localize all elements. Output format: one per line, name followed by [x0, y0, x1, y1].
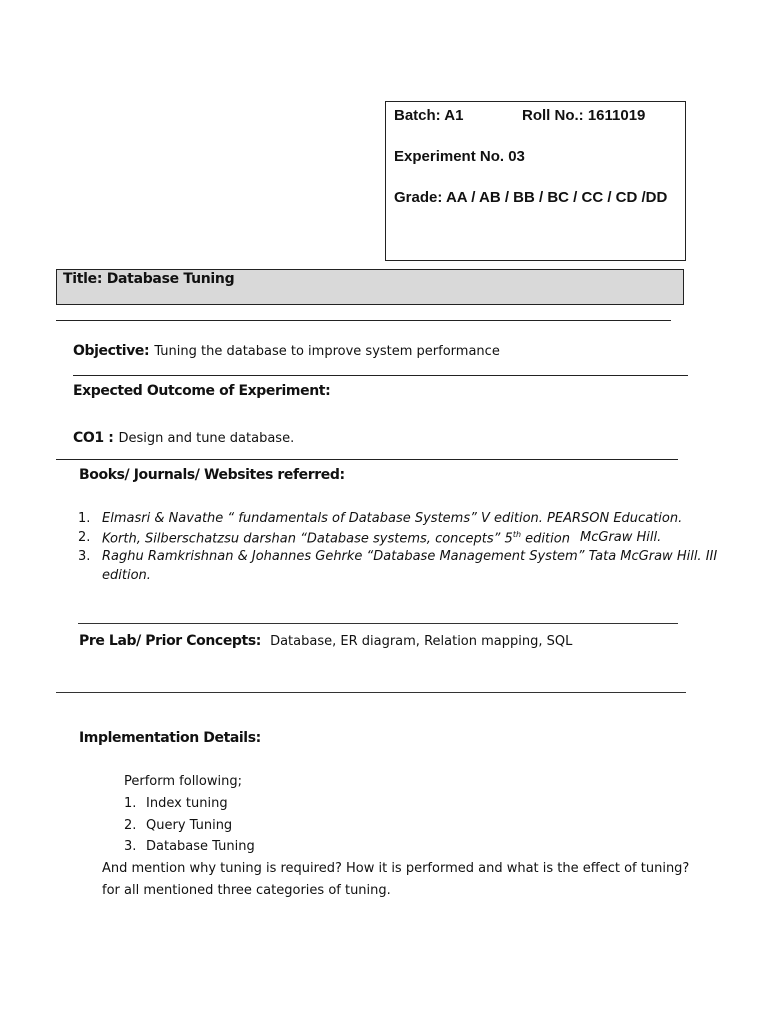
divider — [73, 375, 688, 376]
reference-text: Raghu Ramkrishnan & Johannes Gehrke “Database Management System” Tata McGraw Hill. III — [102, 549, 718, 564]
step-text: Index tuning — [146, 796, 228, 811]
divider — [56, 692, 686, 693]
divider — [56, 320, 671, 321]
objective-text: Tuning the database to improve system performance — [154, 344, 500, 359]
co1-text: Design and tune database. — [118, 431, 295, 446]
reference-text — [102, 530, 570, 546]
document-title: Title: Database Tuning — [63, 271, 235, 287]
objective-section — [73, 340, 500, 359]
superscript: th — [512, 530, 522, 539]
implementation-intro: Perform following; — [124, 774, 242, 789]
references-heading: Books/ Journals/ Websites referred: — [79, 467, 345, 483]
step-text: Database Tuning — [146, 839, 255, 854]
list-number: 1. — [124, 796, 137, 811]
list-number: 2. — [124, 818, 137, 833]
roll-number: Roll No.: 1611019 — [522, 107, 646, 124]
reference-text-cont: edition. — [102, 568, 151, 583]
reference-text-main: Korth, Silberschatzsu darshan “Database systems, concepts” 5 — [102, 531, 513, 547]
implementation-heading: Implementation Details: — [79, 730, 261, 746]
grade-options: Grade: AA / AB / BB / BC / CC / CD /DD — [394, 189, 668, 206]
reference-text: Elmasri & Navathe “ fundamentals of Database Systems” V edition. PEARSON Education. — [102, 511, 683, 526]
prelab-label: Pre Lab/ Prior Concepts: — [79, 633, 261, 649]
list-number: 3. — [124, 839, 137, 854]
implementation-note: And mention why tuning is required? How it is performed and what is the effect of tuning? — [102, 861, 690, 876]
step-text: Query Tuning — [146, 818, 233, 833]
title-box — [56, 269, 684, 305]
experiment-info-box — [385, 101, 686, 261]
batch-label: Batch: A1 — [394, 107, 464, 124]
prelab-text: Database, ER diagram, Relation mapping, SQL — [270, 634, 573, 649]
list-number: 3. — [78, 549, 91, 564]
list-number: 1. — [78, 511, 91, 526]
reference-publisher: McGraw Hill. — [580, 530, 662, 545]
reference-text-edition: edition — [521, 531, 570, 547]
expected-outcome-heading: Expected Outcome of Experiment: — [73, 383, 331, 399]
objective-label: Objective: — [73, 343, 150, 359]
course-outcome — [73, 427, 294, 446]
list-number: 2. — [78, 530, 91, 545]
divider — [56, 459, 678, 460]
co1-label: CO1 : — [73, 430, 114, 446]
prelab-section — [79, 630, 572, 649]
divider — [78, 623, 678, 624]
implementation-note-cont: for all mentioned three categories of tuning. — [102, 883, 391, 898]
experiment-number: Experiment No. 03 — [394, 148, 525, 165]
